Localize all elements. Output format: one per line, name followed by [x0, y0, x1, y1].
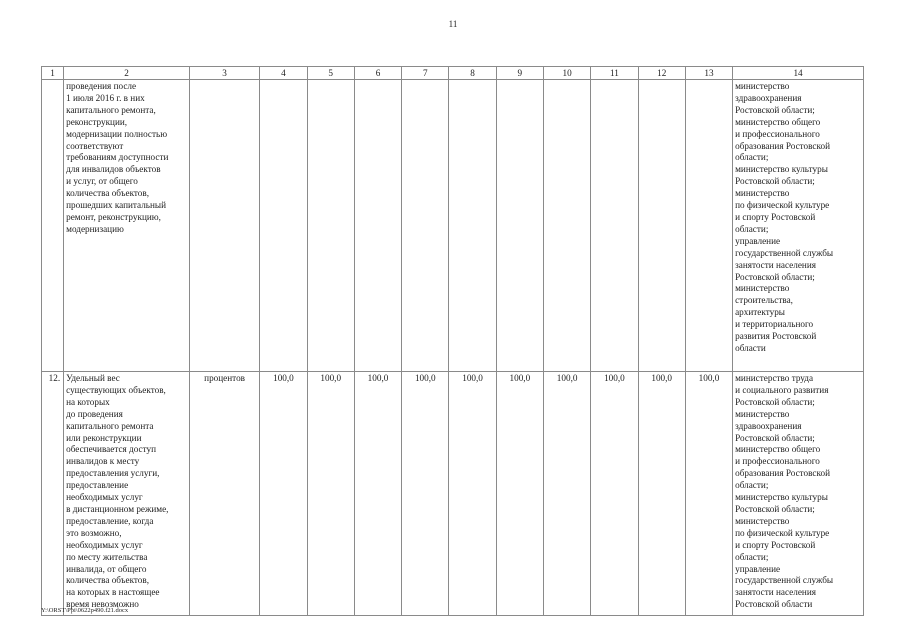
column-header: 8: [449, 67, 496, 80]
indicator-name: Удельный вес существующих объектов, на которых до проведения капитального ремонта или реконструкции обеспечивается доступ инвалидов к месту предоставления услуги, предоставление необходимых услуг в дистанционном режиме, предоставление, когда это возможно, необходимых услуг по месту жительства инвалида, от общего количества объектов, на которых в настоящее время невозможно: [64, 372, 190, 616]
page-number: 11: [448, 19, 458, 29]
value-cell: [354, 80, 401, 372]
value-cell: 100,0: [496, 372, 543, 616]
row-number: [42, 80, 64, 372]
column-header: 5: [307, 67, 354, 80]
footer-file-path: Y:\ORST\Ppi\0622p490.f21.docx: [41, 607, 129, 614]
value-cell: [307, 80, 354, 372]
table-row: [42, 80, 864, 372]
value-cell: 100,0: [638, 372, 685, 616]
value-cell: 100,0: [591, 372, 638, 616]
value-cell: [638, 80, 685, 372]
value-cell: 100,0: [685, 372, 732, 616]
column-header: 2: [64, 67, 190, 80]
table-header-row: [42, 67, 864, 80]
value-cell: [685, 80, 732, 372]
value-cell: 100,0: [307, 372, 354, 616]
value-cell: [543, 80, 590, 372]
responsible-executors: министерство здравоохранения Ростовской области; министерство общего и профессионального образования Ростовской области; министерство культуры Ростовской области; министерство по физической культуре и спорту Ростовской области; управление государственной службы занятости населения Ростовской области; министерство строительства, архитектуры и территориального развития Ростовской области: [733, 80, 864, 372]
column-header: 9: [496, 67, 543, 80]
column-header: 12: [638, 67, 685, 80]
value-cell: 100,0: [402, 372, 449, 616]
column-header: 6: [354, 67, 401, 80]
responsible-executors: министерство труда и социального развития Ростовской области; министерство здравоохранения Ростовской области; министерство общего и профессионального образования Ростовской области; министерство культуры Ростовской области; министерство по физической культуре и спорту Ростовской области; управление государственной службы занятости населения Ростовской области: [733, 372, 864, 616]
value-cell: [449, 80, 496, 372]
value-cell: [260, 80, 307, 372]
indicator-name: проведения после 1 июля 2016 г. в них капитального ремонта, реконструкции, модернизации полностью соответствуют требованиям доступности для инвалидов объектов и услуг, от общего количества объектов, прошедших капитальный ремонт, реконструкцию, модернизацию: [64, 80, 190, 372]
indicators-table: [41, 66, 864, 616]
column-header: 3: [189, 67, 259, 80]
column-header: 13: [685, 67, 732, 80]
table-row: [42, 372, 864, 616]
column-header: 10: [543, 67, 590, 80]
column-header: 14: [733, 67, 864, 80]
unit-cell: процентов: [189, 372, 259, 616]
column-header: 11: [591, 67, 638, 80]
unit-cell: [189, 80, 259, 372]
value-cell: 100,0: [543, 372, 590, 616]
value-cell: 100,0: [449, 372, 496, 616]
column-header: 1: [42, 67, 64, 80]
value-cell: [402, 80, 449, 372]
column-header: 4: [260, 67, 307, 80]
value-cell: [496, 80, 543, 372]
value-cell: [591, 80, 638, 372]
value-cell: 100,0: [354, 372, 401, 616]
row-number: 12.: [42, 372, 64, 616]
value-cell: 100,0: [260, 372, 307, 616]
column-header: 7: [402, 67, 449, 80]
